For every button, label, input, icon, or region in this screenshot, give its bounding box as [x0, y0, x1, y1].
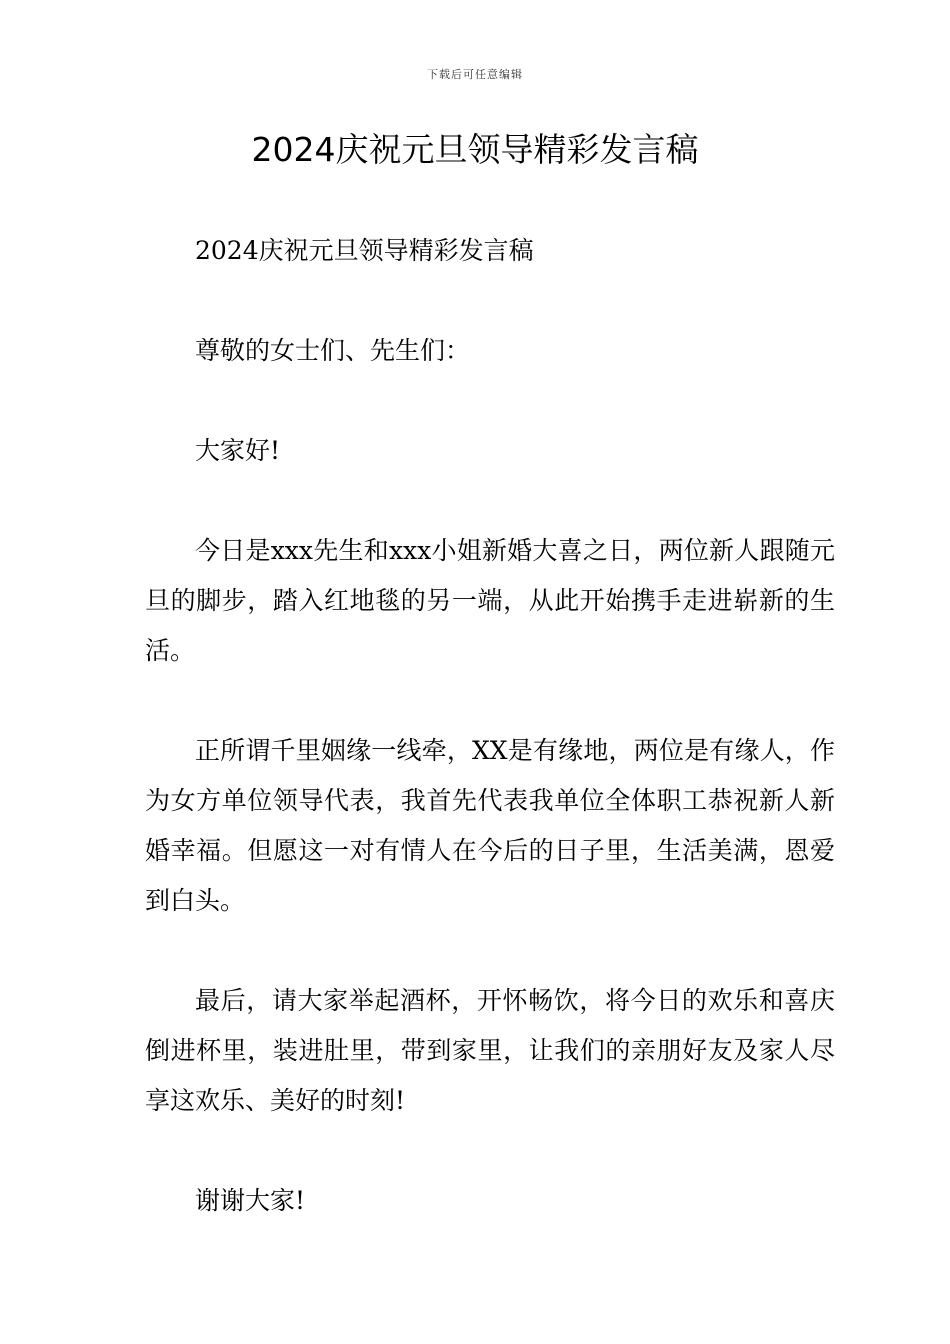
paragraph-greeting: 大家好! [195, 436, 281, 465]
paragraph-3: 最后，请大家举起酒杯，开怀畅饮，将今日的欢乐和喜庆倒进杯里，装进肚里，带到家里，让我们的亲朋好友及家人尽享这欢乐、美好的时刻! [145, 986, 835, 1115]
paragraph-subtitle: 2024庆祝元旦领导精彩发言稿 [195, 236, 534, 265]
document-body [145, 226, 835, 1276]
paragraph-closing: 谢谢大家! [195, 1186, 306, 1215]
paragraph-salutation: 尊敬的女士们、先生们： [195, 336, 471, 365]
paragraph-2: 正所谓千里姻缘一线牵，XX是有缘地，两位是有缘人，作为女方单位领导代表，我首先代表我单位全体职工恭祝新人新婚幸福。但愿这一对有情人在今后的日子里，生活美满，恩爱到白头。 [145, 736, 835, 915]
document-title: 2024庆祝元旦领导精彩发言稿 [251, 130, 699, 169]
header-note: 下载后可任意编辑 [427, 68, 523, 81]
paragraph-1: 今日是xxx先生和xxx小姐新婚大喜之日，两位新人跟随元旦的脚步，踏入红地毯的另一端，从此开始携手走进崭新的生活。 [145, 536, 835, 665]
